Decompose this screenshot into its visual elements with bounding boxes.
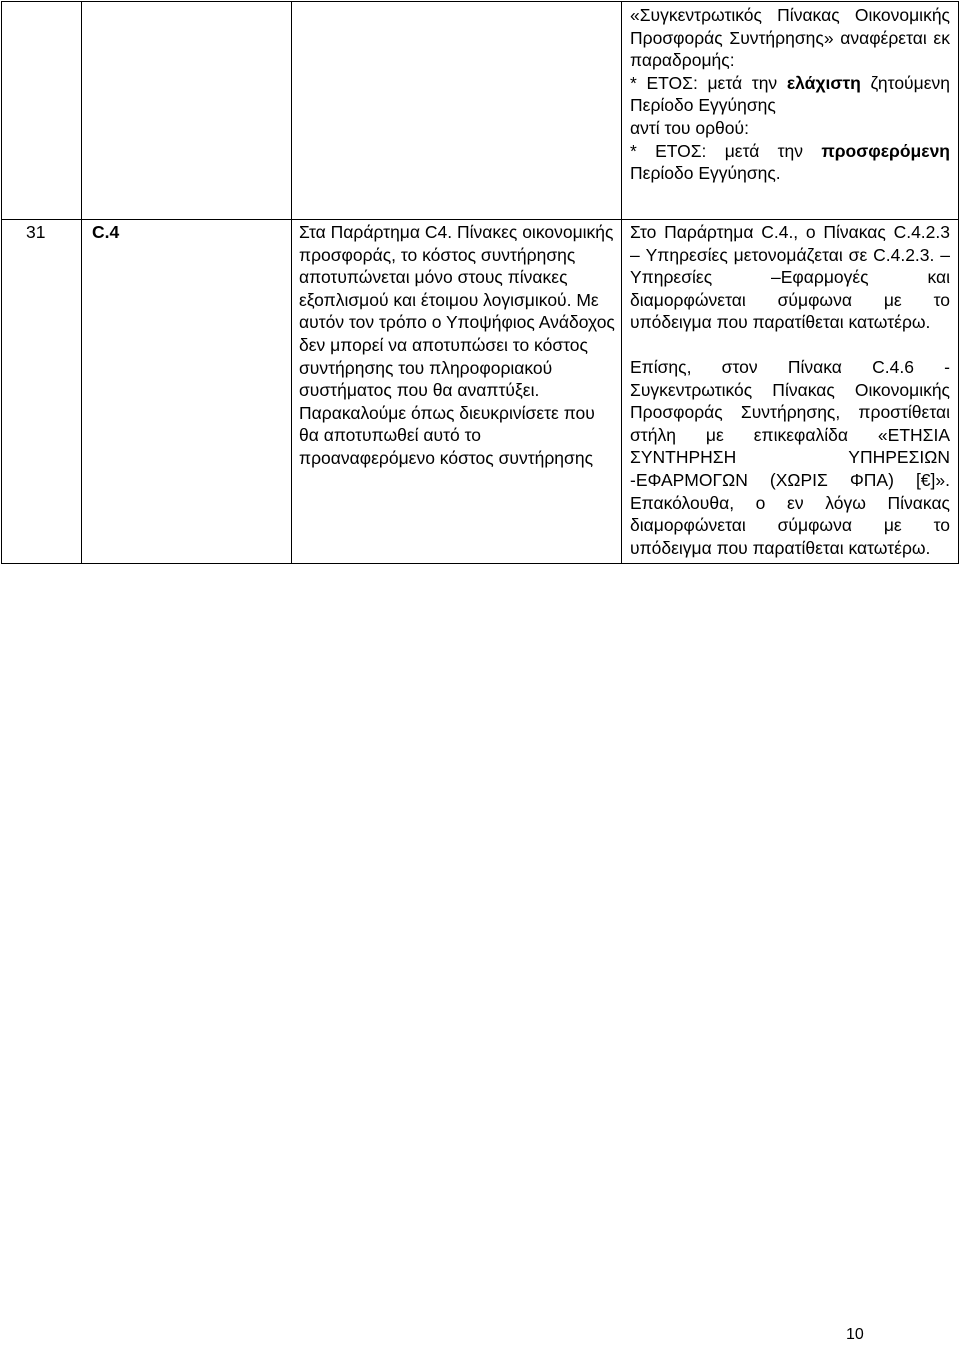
empty-number-cell <box>2 2 82 220</box>
question-text: Στα Παράρτημα C4. Πίνακες οικονομικής προσφοράς, το κόστος συντήρησης αποτυπώνεται μόνο στους πίνακες εξοπλισμού και έτοιμου λογισμικού. Με αυτόν τον τρόπο ο Υποψήφιος Ανάδοχος δεν μπορεί να αποτυπώσει το κόστος συντήρησης του πληροφοριακού συστήματος που θα αναπτύξει. Παρακαλούμε όπως διευκρινίσετε που θα αποτυπωθεί αυτό το προαναφερόμενο κόστος συντήρησης <box>299 222 615 468</box>
page-number: 10 <box>846 1326 864 1343</box>
table-row-continued <box>2 2 959 220</box>
clarifications-table <box>1 1 959 564</box>
answer-line-2-text: * ΕΤΟΣ: μετά την <box>630 72 787 93</box>
continued-answer-cell <box>622 2 959 220</box>
answer-line-4-tail: Περίοδο Εγγύησης. <box>630 163 781 184</box>
answer-paragraph-1: Στο Παράρτημα C.4., ο Πίνακας C.4.2.3 – Υπηρεσίες μετονομάζεται σε C.4.2.3. – Υπηρεσίες –Εφαρμογές και διαμορφώνεται σύμφωνα με το υπόδειγμα που παρατίθεται κατωτέρω. <box>630 222 950 333</box>
empty-question-cell <box>292 2 622 220</box>
paragraph-spacer <box>630 334 950 356</box>
table-row-31 <box>2 220 959 564</box>
answer-line-3: αντί του ορθού: <box>630 117 749 138</box>
row-number: 31 <box>2 220 82 564</box>
answer-line-4-text: * ΕΤΟΣ: μετά την <box>630 140 822 161</box>
answer-line-2-tail: ζητούμενη Περίοδο Εγγύησης <box>630 72 950 116</box>
emphasis-minimum: ελάχιστη <box>786 72 861 93</box>
question-cell <box>292 220 622 564</box>
answer-paragraph-2: Επίσης, στον Πίνακα C.4.6 - Συγκεντρωτικός Πίνακας Οικονομικής Προσφοράς Συντήρησης, προστίθεται στήλη με επικεφαλίδα «ΕΤΗΣΙΑ ΣΥΝΤΗΡΗΣΗ ΥΠΗΡΕΣΙΩΝ -ΕΦΑΡΜΟΓΩΝ (ΧΩΡΙΣ ΦΠΑ) [€]». Επακόλουθα, ο εν λόγω Πίνακας διαμορφώνεται σύμφωνα με το υπόδειγμα που παρατίθεται κατωτέρω. <box>630 356 950 558</box>
answer-line-4 <box>630 140 950 185</box>
answer-line-1: «Συγκεντρωτικός Πίνακας Οικονομικής Προσφοράς Συντήρησης» αναφέρεται εκ παραδρομής: <box>630 5 950 71</box>
emphasis-offered: προσφερόμενη <box>821 140 950 161</box>
row-reference: C.4 <box>82 220 292 564</box>
answer-line-2 <box>630 72 950 117</box>
answer-cell <box>622 220 959 564</box>
empty-reference-cell <box>82 2 292 220</box>
